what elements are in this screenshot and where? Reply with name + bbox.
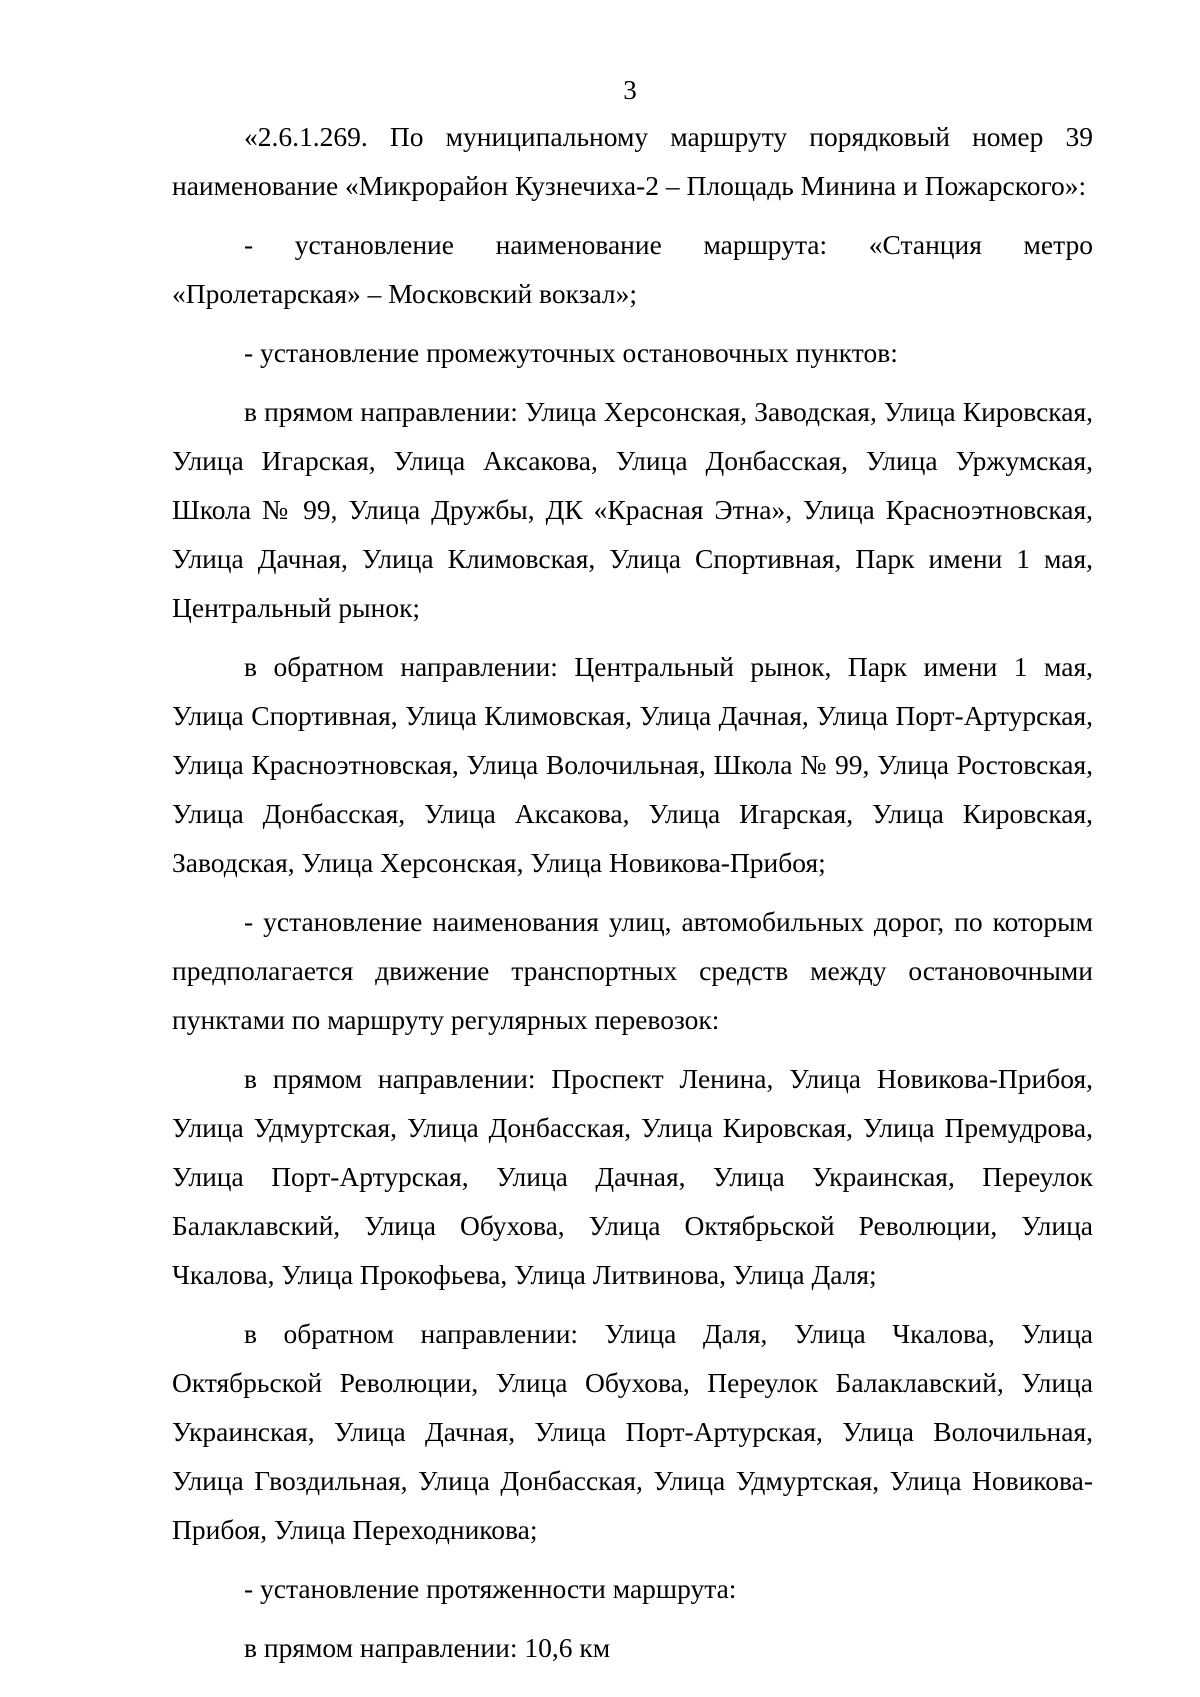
- paragraph-stops-backward: в обратном направлении: Центральный рынок, Парк имени 1 мая, Улица Спортивная, Улица Климовская, Улица Дачная, Улица Порт-Артурская, Улица Красноэтновская, Улица Волочильная, Школа № 99, Улица Ростовская, Улица Донбасская, Улица Аксакова, Улица Игарская, Улица Кировская, Заводская, Улица Херсонская, Улица Новикова-Прибоя;: [172, 651, 1093, 878]
- paragraph-streets-forward: в прямом направлении: Проспект Ленина, Улица Новикова-Прибоя, Улица Удмуртская, Улица Донбасская, Улица Кировская, Улица Премудрова, Улица Порт-Артурская, Улица Дачная, Улица Украинская, Переулок Балаклавский, Улица Обухова, Улица Октябрьской Революции, Улица Чкалова, Улица Прокофьева, Улица Литвинова, Улица Даля;: [172, 1063, 1093, 1290]
- paragraph-route-heading: «2.6.1.269. По муниципальному маршруту порядковый номер 39 наименование «Микрорайон Кузнечиха-2 – Площадь Минина и Пожарского»:: [172, 121, 1093, 201]
- paragraph-streets-heading: - установление наименования улиц, автомобильных дорог, по которым предполагается движение транспортных средств между остановочными пунктами по маршруту регулярных перевозок:: [172, 906, 1093, 1035]
- paragraph-length-forward: в прямом направлении: 10,6 км: [244, 1632, 611, 1663]
- paragraph-streets-backward: в обратном направлении: Улица Даля, Улица Чкалова, Улица Октябрьской Революции, Улица Обухова, Переулок Балаклавский, Улица Украинская, Улица Дачная, Улица Порт-Артурская, Улица Волочильная, Улица Гвоздильная, Улица Донбасская, Улица Удмуртская, Улица Новикова-Прибоя, Улица Переходникова;: [172, 1318, 1093, 1545]
- paragraph-stops-forward: в прямом направлении: Улица Херсонская, Заводская, Улица Кировская, Улица Игарская, Улица Аксакова, Улица Донбасская, Улица Уржумская, Школа № 99, Улица Дружбы, ДК «Красная Этна», Улица Красноэтновская, Улица Дачная, Улица Климовская, Улица Спортивная, Парк имени 1 мая, Центральный рынок;: [172, 396, 1093, 623]
- page-number: 3: [623, 75, 637, 105]
- paragraph-stops-heading: - установление промежуточных остановочных пунктов:: [244, 337, 898, 368]
- paragraph-route-name: - установление наименование маршрута: «Станция метро «Пролетарская» – Московский вокзал»;: [172, 229, 1093, 309]
- document-body: [172, 112, 1093, 1672]
- paragraph-length-heading: - установление протяженности маршрута:: [244, 1573, 737, 1604]
